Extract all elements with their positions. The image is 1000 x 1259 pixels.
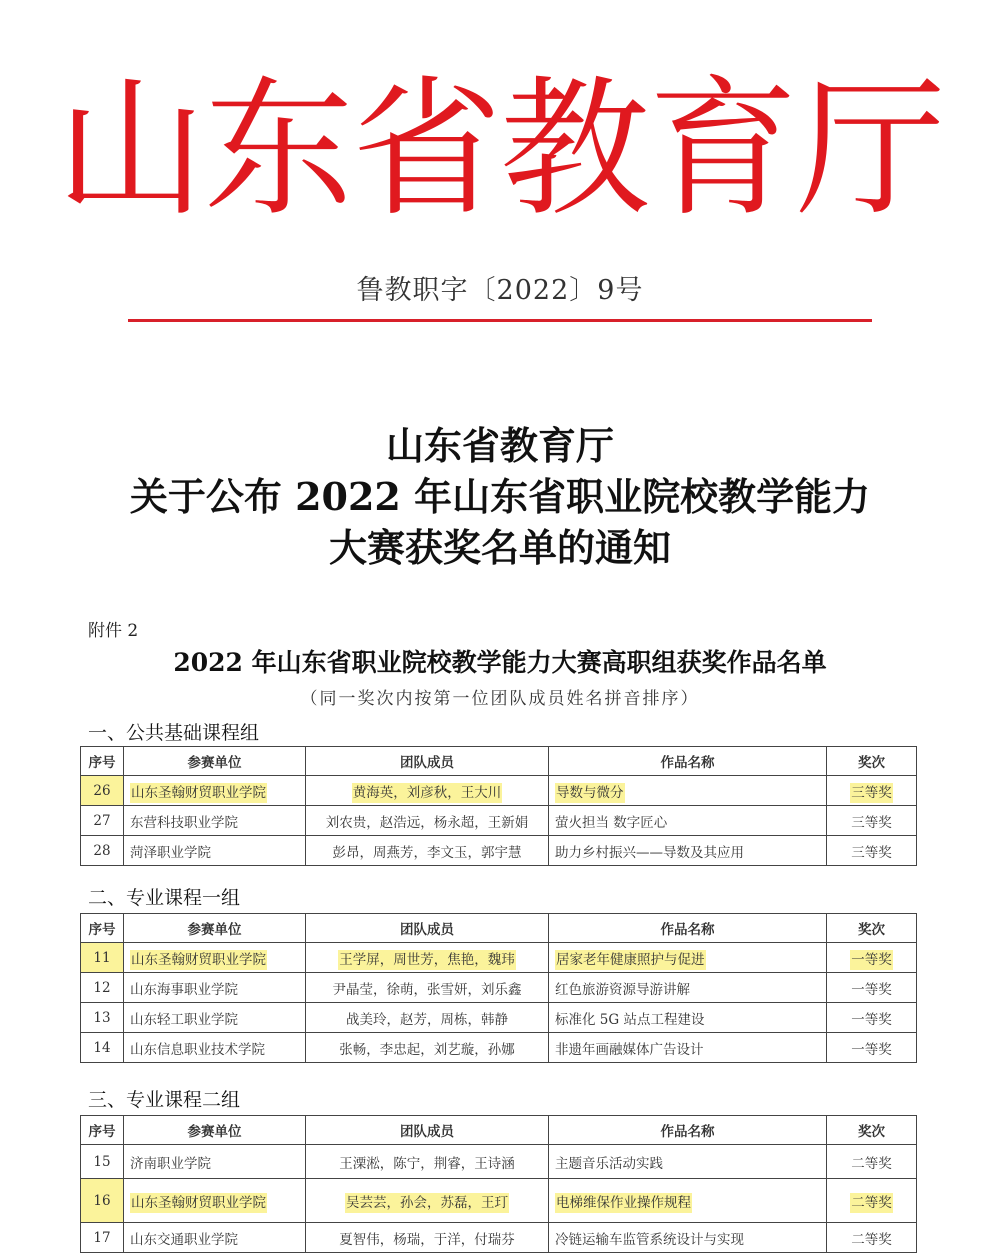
cell-unit: 菏泽职业学院 bbox=[124, 836, 306, 866]
cell-no: 26 bbox=[81, 776, 124, 806]
header-team: 团队成员 bbox=[306, 1116, 549, 1145]
notice-title-line-3: 大赛获奖名单的通知 bbox=[328, 525, 671, 570]
header-team: 团队成员 bbox=[306, 747, 549, 776]
cell-unit: 山东交通职业学院 bbox=[124, 1223, 306, 1253]
document-number: 鲁教职字〔2022〕9号 bbox=[356, 275, 644, 306]
table-row bbox=[81, 836, 917, 866]
cell-unit: 山东圣翰财贸职业学院 bbox=[124, 1179, 306, 1223]
table-row bbox=[81, 1033, 917, 1063]
cell-work: 电梯维保作业操作规程 bbox=[549, 1179, 827, 1223]
cell-unit: 山东圣翰财贸职业学院 bbox=[124, 776, 306, 806]
table-row bbox=[81, 806, 917, 836]
table-row bbox=[81, 1223, 917, 1253]
header-team: 团队成员 bbox=[306, 914, 549, 943]
cell-no: 11 bbox=[81, 943, 124, 973]
list-title: 2022 年山东省职业院校教学能力大赛高职组获奖作品名单 bbox=[173, 648, 827, 677]
cell-team: 王溧淞，陈宁，荆睿，王诗涵 bbox=[306, 1145, 549, 1179]
cell-team: 王学屏，周世芳，焦艳，魏玮 bbox=[306, 943, 549, 973]
cell-team: 吴芸芸，孙会，苏磊，王玎 bbox=[306, 1179, 549, 1223]
table-header-row bbox=[81, 914, 917, 943]
header-award: 奖次 bbox=[827, 1116, 917, 1145]
table-row bbox=[81, 973, 917, 1003]
cell-award: 一等奖 bbox=[827, 1003, 917, 1033]
header-work: 作品名称 bbox=[549, 914, 827, 943]
table-header-row bbox=[81, 1116, 917, 1145]
cell-team: 刘农贵，赵浩远，杨永超，王新娟 bbox=[306, 806, 549, 836]
cell-work: 导数与微分 bbox=[549, 776, 827, 806]
cell-work: 非遗年画融媒体广告设计 bbox=[549, 1033, 827, 1063]
table-row bbox=[81, 776, 917, 806]
cell-no: 17 bbox=[81, 1223, 124, 1253]
award-table bbox=[80, 1115, 917, 1253]
header-no: 序号 bbox=[81, 1116, 124, 1145]
cell-work: 主题音乐活动实践 bbox=[549, 1145, 827, 1179]
cell-work: 居家老年健康照护与促进 bbox=[549, 943, 827, 973]
header-unit: 参赛单位 bbox=[124, 747, 306, 776]
cell-unit: 山东轻工职业学院 bbox=[124, 1003, 306, 1033]
cell-team: 黄海英，刘彦秋，王大川 bbox=[306, 776, 549, 806]
cell-work: 助力乡村振兴——导数及其应用 bbox=[549, 836, 827, 866]
cell-no: 28 bbox=[81, 836, 124, 866]
cell-no: 15 bbox=[81, 1145, 124, 1179]
cell-award: 二等奖 bbox=[827, 1223, 917, 1253]
cell-award: 三等奖 bbox=[827, 806, 917, 836]
section-title: 二、专业课程一组 bbox=[88, 887, 241, 909]
cell-team: 尹晶莹，徐萌，张雪妍，刘乐鑫 bbox=[306, 973, 549, 1003]
cell-award: 二等奖 bbox=[827, 1145, 917, 1179]
cell-no: 13 bbox=[81, 1003, 124, 1033]
notice-title-line-1: 山东省教育厅 bbox=[385, 423, 614, 468]
cell-award: 一等奖 bbox=[827, 973, 917, 1003]
table-row bbox=[81, 1145, 917, 1179]
cell-team: 彭昂，周燕芳，李文玉，郭宇慧 bbox=[306, 836, 549, 866]
cell-unit: 山东信息职业技术学院 bbox=[124, 1033, 306, 1063]
cell-no: 12 bbox=[81, 973, 124, 1003]
table-row bbox=[81, 943, 917, 973]
red-divider bbox=[128, 319, 872, 322]
cell-no: 14 bbox=[81, 1033, 124, 1063]
list-note: （同一奖次内按第一位团队成员姓名拼音排序） bbox=[300, 689, 700, 709]
cell-award: 一等奖 bbox=[827, 943, 917, 973]
cell-unit: 济南职业学院 bbox=[124, 1145, 306, 1179]
cell-no: 27 bbox=[81, 806, 124, 836]
header-award: 奖次 bbox=[827, 747, 917, 776]
cell-team: 夏智伟，杨瑞，于洋，付瑞芬 bbox=[306, 1223, 549, 1253]
header-no: 序号 bbox=[81, 914, 124, 943]
award-table bbox=[80, 746, 917, 866]
cell-work: 标准化 5G 站点工程建设 bbox=[549, 1003, 827, 1033]
cell-team: 战美玲，赵芳，周栋，韩静 bbox=[306, 1003, 549, 1033]
table-row bbox=[81, 1003, 917, 1033]
header-work: 作品名称 bbox=[549, 1116, 827, 1145]
cell-team: 张畅，李忠起，刘艺璇，孙娜 bbox=[306, 1033, 549, 1063]
table-row bbox=[81, 1179, 917, 1223]
cell-unit: 山东海事职业学院 bbox=[124, 973, 306, 1003]
header-no: 序号 bbox=[81, 747, 124, 776]
masthead: 山东省教育厅 bbox=[55, 63, 944, 237]
award-table bbox=[80, 913, 917, 1063]
attachment-label: 附件 2 bbox=[88, 621, 139, 641]
cell-unit: 东营科技职业学院 bbox=[124, 806, 306, 836]
cell-work: 红色旅游资源导游讲解 bbox=[549, 973, 827, 1003]
cell-award: 二等奖 bbox=[827, 1179, 917, 1223]
cell-work: 萤火担当 数字匠心 bbox=[549, 806, 827, 836]
header-award: 奖次 bbox=[827, 914, 917, 943]
cell-no: 16 bbox=[81, 1179, 124, 1223]
header-unit: 参赛单位 bbox=[124, 1116, 306, 1145]
cell-award: 一等奖 bbox=[827, 1033, 917, 1063]
cell-award: 三等奖 bbox=[827, 836, 917, 866]
header-work: 作品名称 bbox=[549, 747, 827, 776]
section-title: 三、专业课程二组 bbox=[88, 1089, 241, 1111]
cell-award: 三等奖 bbox=[827, 776, 917, 806]
notice-title-line-2: 关于公布 2022 年山东省职业院校教学能力 bbox=[129, 474, 871, 519]
cell-unit: 山东圣翰财贸职业学院 bbox=[124, 943, 306, 973]
cell-work: 冷链运输车监管系统设计与实现 bbox=[549, 1223, 827, 1253]
section-title: 一、公共基础课程组 bbox=[88, 722, 260, 744]
table-header-row bbox=[81, 747, 917, 776]
header-unit: 参赛单位 bbox=[124, 914, 306, 943]
